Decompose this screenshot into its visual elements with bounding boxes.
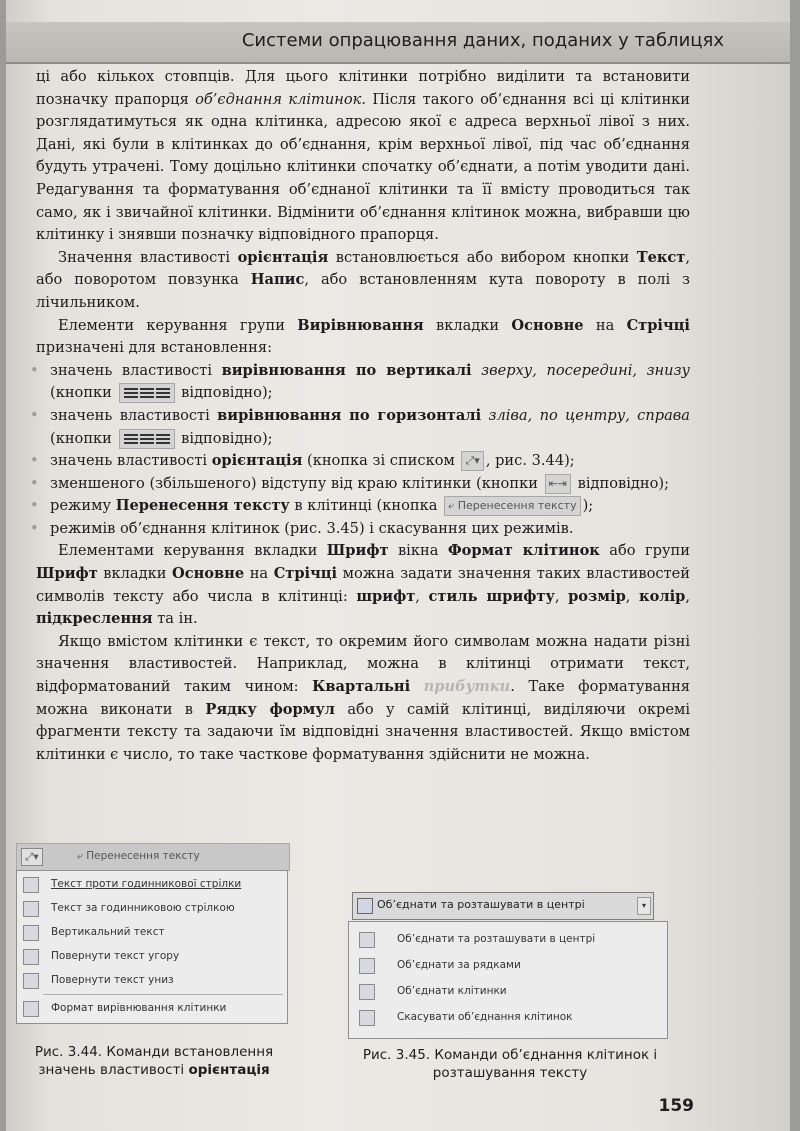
- page-number: 159: [658, 1096, 694, 1116]
- rotate-ccw-icon: [23, 877, 39, 893]
- menu-separator: [43, 994, 283, 995]
- menu-item-clockwise[interactable]: Текст за годинниковою стрілкою: [17, 897, 287, 921]
- bullet-horizontal-align: • значень властивості вирівнювання по горизонталі зліва, по центру, справа (кнопки відповідно);: [36, 405, 690, 450]
- menu-item-vertical-text[interactable]: Вертикальний текст: [17, 921, 287, 945]
- menu-item-merge-center[interactable]: Об’єднати та розташувати в центрі: [349, 928, 667, 952]
- orientation-ribbon-bar: [16, 843, 290, 871]
- orientation-icon: ⤢▾: [25, 851, 39, 863]
- orientation-dropdown-button[interactable]: [21, 848, 43, 866]
- bullet-vertical-align: • значень властивості вирівнювання по вертикалі зверху, посередині, знизу (кнопки відповідно);: [36, 360, 690, 405]
- paragraph-partial-format: Якщо вмістом клітинки є текст, то окремим його символам можна надати різні значення властивостей. Наприклад, можна в клітинці отримати текст, відформатований таким чином: Квартальні прибутки. Таке форматування можна виконати в Рядку формул або у самій клітинці, виділяючи окремі фрагменти тексту та задаючи їм відповідні значення властивостей. Якщо вмістом клітинки є число, то таке часткове форматування здійснити не можна.: [36, 632, 691, 763]
- chevron-down-icon[interactable]: ▾: [637, 897, 651, 915]
- figure-3-44-caption: Рис. 3.44. Команди встановлення значень властивості орієнтація: [34, 1044, 274, 1078]
- indent-buttons-icon: ⇤⇥: [545, 474, 571, 494]
- bullet-orientation: • значень властивості орієнтація (кнопка зі списком ⤢▾ , рис. 3.44);: [36, 450, 690, 473]
- menu-item-unmerge[interactable]: Скасувати об’єднання клітинок: [349, 1006, 667, 1030]
- menu-item-format-alignment[interactable]: Формат вирівнювання клітинки: [17, 997, 287, 1021]
- rotate-down-icon: [23, 973, 39, 989]
- bullet-merge-modes: • режимів об’єднання клітинок (рис. 3.45) і скасування цих режимів.: [36, 518, 690, 541]
- menu-item-counterclockwise[interactable]: Текст проти годинникової стрілки: [17, 873, 287, 897]
- bullet-indent: • зменшеного (збільшеного) відступу від краю клітинки (кнопки ⇤⇥ відповідно);: [36, 473, 690, 496]
- paragraph-font-tab: Елементами керування вкладки Шрифт вікна Формат клітинок або групи Шрифт вкладки Основне на Стрічці можна задати значення таких властивостей символів тексту або числа в клітинці: шрифт, стиль шрифту, розмір, колір, підкреслення та ін.: [36, 542, 690, 628]
- bullet-wrap-text: • режиму Перенесення тексту в клітинці (кнопка ⤶ Перенесення тексту );: [36, 495, 690, 518]
- page-header-title: Системи опрацювання даних, поданих у таблицях: [241, 30, 724, 51]
- vertical-text-icon: [23, 925, 39, 941]
- merge-center-icon: [357, 898, 373, 914]
- merge-combo[interactable]: Об’єднати та розташувати в центрі ▾: [352, 892, 654, 920]
- rotate-up-icon: [23, 949, 39, 965]
- menu-item-rotate-up[interactable]: Повернути текст угору: [17, 945, 287, 969]
- body-text: [36, 66, 690, 766]
- rotate-cw-icon: [23, 901, 39, 917]
- merge-across-icon: [359, 958, 375, 974]
- menu-item-rotate-down[interactable]: Повернути текст униз: [17, 969, 287, 993]
- figure-3-45-caption: Рис. 3.45. Команди об’єднання клітинок і розташування тексту: [362, 1047, 658, 1081]
- paragraph-alignment-group: Елементи керування групи Вирівнювання вкладки Основне на Стрічці призначені для встановлення:: [36, 316, 690, 357]
- menu-item-merge-across[interactable]: Об’єднати за рядками: [349, 954, 667, 978]
- orientation-menu: [16, 870, 288, 1024]
- unmerge-icon: [359, 1010, 375, 1026]
- wrap-text-button: ⤶ Перенесення тексту: [444, 496, 581, 516]
- menu-item-merge-cells[interactable]: Об’єднати клітинки: [349, 980, 667, 1004]
- orientation-dropdown-icon: ⤢▾: [461, 451, 483, 471]
- merge-cells-icon: [359, 984, 375, 1000]
- wrap-text-button[interactable]: ⤶ Перенесення тексту: [77, 850, 200, 862]
- vertical-align-buttons: [119, 383, 175, 403]
- merge-center-icon: [359, 932, 375, 948]
- wrap-text-icon: ⤶: [448, 499, 458, 513]
- merge-menu: [348, 921, 668, 1039]
- format-alignment-icon: [23, 1001, 39, 1017]
- paragraph-merge: ці або кількох стовпців. Для цього клітинки потрібно виділити та встановити позначку прапорця об’єднання клітинок. Після такого об’єднання всі ці клітинки розглядатимуться як одна клітинка, адресою якої є адреса верхньої лівої з них. Дані, які були в клітинках до об’єднання, крім верхньої лівої, під час об’єднання будуть утрачені. Тому доцільно клітинки спочатку об’єднати, а потім уводити дані. Редагування та форматування об’єднаної клітинки та її вмісту проводиться так само, як і звичайної клітинки. Відмінити об’єднання клітинок можна, вибравши цю клітинку і знявши позначку відповідного прапорця.: [36, 68, 691, 244]
- book-page: [6, 0, 790, 1131]
- paragraph-orientation: Значення властивості орієнтація встановлюється або вибором кнопки Текст, або поворотом повзунка Напис, або встановленням кута повороту в полі з лічильником.: [36, 248, 690, 311]
- wrap-text-icon: ⤶: [77, 850, 87, 862]
- horizontal-align-buttons: [119, 429, 175, 449]
